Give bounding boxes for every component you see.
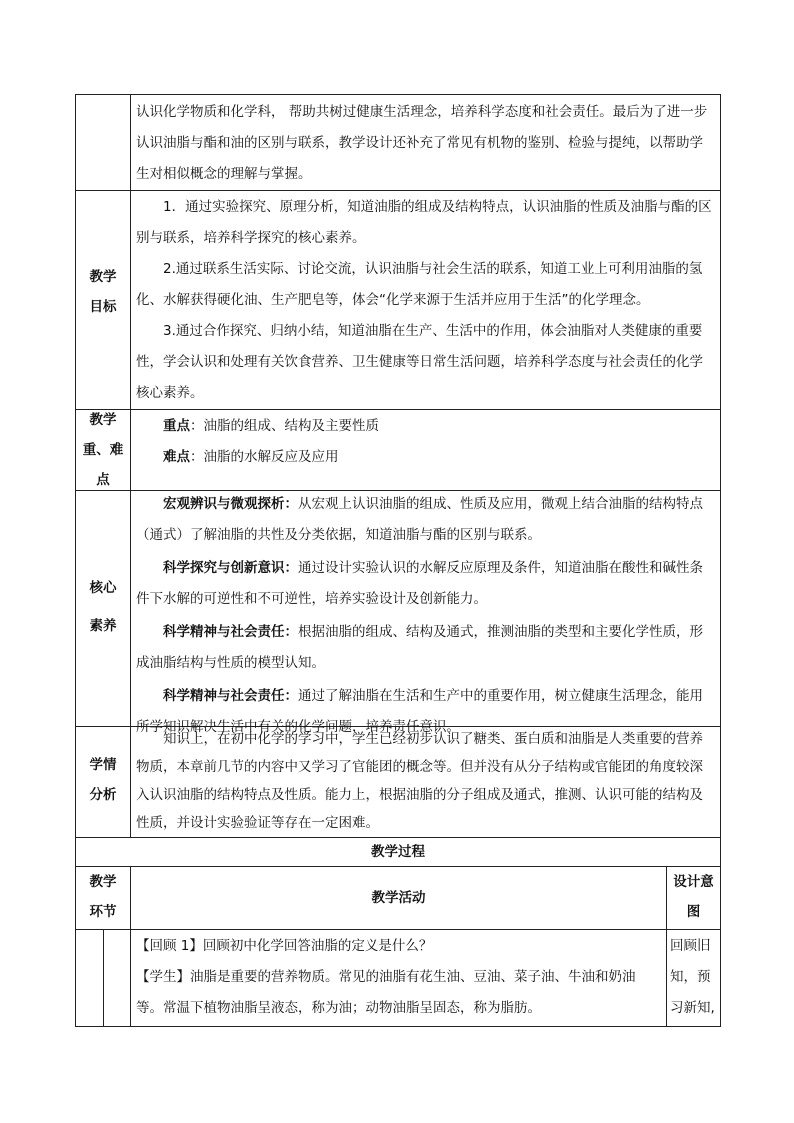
label-column-divider-top xyxy=(130,94,131,837)
literacy-item: 科学精神与社会责任：根据油脂的组成、结构及通式，推测油脂的类型和主要化学性质，形成油脂结构与性质的模型认知。 xyxy=(136,624,703,671)
difficult-point: 难点：油脂的水解反应及应用 xyxy=(163,449,339,465)
row-divider-goals xyxy=(75,190,721,191)
process-activity-cell xyxy=(136,931,662,1024)
student-answer: 【学生】油脂是重要的营养物质。常见的油脂有花生油、豆油、菜子油、牛油和奶油等。常温下植物油脂呈液态，称为油；动物油脂呈固态，称为脂肪。 xyxy=(136,969,636,1016)
goal-item: 3.通过合作探究、归纳小结，知道油脂在生产、生活中的作用，体会油脂对人类健康的重要性，学会认识和处理有关饮食营养、卫生健康等日常生活问题，培养科学态度与社会责任的化学核心素养。 xyxy=(136,323,703,401)
process-col-stage: 教学 环节 xyxy=(89,874,117,920)
intro-text: 认识化学物质和化学科， 帮助共树过健康生活理念，培养科学态度和社会责任。最后为了进一步认识油脂与酯和油的区别与联系，教学设计还补充了常见有机物的鉴别、检验与提纯，以帮助学生对相似概念的理解与掌握。 xyxy=(136,104,708,182)
literacy-item: 科学探究与创新意识：通过设计实验认识的水解反应原理及条件，知道油脂在酸性和碱性条件下水解的可逆性和不可逆性，培养实验设计及创新能力。 xyxy=(136,560,703,607)
goals-label: 教学 目标 xyxy=(89,269,117,315)
intro-cell xyxy=(136,97,716,190)
keypoints-cell xyxy=(136,411,716,473)
review-question: 【回顾 1】回顾初中化学回答油脂的定义是什么？ xyxy=(136,938,433,954)
analysis-cell xyxy=(136,725,716,837)
stage-inner-divider xyxy=(103,929,104,1027)
keypoints-label: 教学 重、难 点 xyxy=(82,412,124,488)
literacy-label: 核心 素养 xyxy=(89,580,117,634)
literacy-item: 宏观辨识与微观探析：从宏观上认识油脂的组成、性质及应用，微观上结合油脂的结构特点（通式）了解油脂的共性及分类依据，知道油脂与酯的区别与联系。 xyxy=(136,496,703,543)
goal-item: 2.通过联系生活实际、讨论交流，认识油脂与社会生活的联系，知道工业上可利用油脂的氢化、水解获得硬化油、生产肥皂等，体会“化学来源于生活并应用于生活”的化学理念。 xyxy=(136,261,703,308)
table-bottom-border xyxy=(75,1026,721,1027)
process-col-intent: 设计意 图 xyxy=(673,874,714,920)
goals-cell xyxy=(136,192,716,409)
row-divider-keypoints xyxy=(75,409,721,410)
analysis-text: 知识上，在初中化学的学习中，学生已经初步认识了糖类、蛋白质和油脂是人类重要的营养物质，本章前几节的内容中又学习了官能团的概念等。但并没有从分子结构或官能团的角度较深入认识油脂的结构特点及性质。能力上，根据油脂的分子组成及通式，推测、认识可能的结构及性质，并设计实验验证等存在一定困难。 xyxy=(136,731,703,831)
process-title: 教学过程 xyxy=(371,844,425,860)
literacy-item: 科学精神与社会责任：通过了解油脂在生活和生产中的重要作用，树立健康生活理念，能用所学知识解决生活中有关的化学问题，培养责任意识。 xyxy=(136,688,703,735)
row-divider-process-body xyxy=(75,929,721,930)
key-point: 重点：油脂的组成、结构及主要性质 xyxy=(163,418,379,434)
table-right-border xyxy=(720,94,721,1027)
row-divider-process-header xyxy=(75,866,721,867)
table-top-border xyxy=(75,94,721,95)
literacy-cell xyxy=(136,489,716,743)
process-intent-cell: 回顾旧 知，预 习新知, xyxy=(670,938,715,1016)
process-col-activity: 教学活动 xyxy=(371,890,426,906)
goal-item: 1．通过实验探究、原理分析，知道油脂的组成及结构特点，认识油脂的性质及油脂与酯的区别与联系，培养科学探究的核心素养。 xyxy=(136,199,712,246)
analysis-label: 学情 分析 xyxy=(89,757,117,803)
